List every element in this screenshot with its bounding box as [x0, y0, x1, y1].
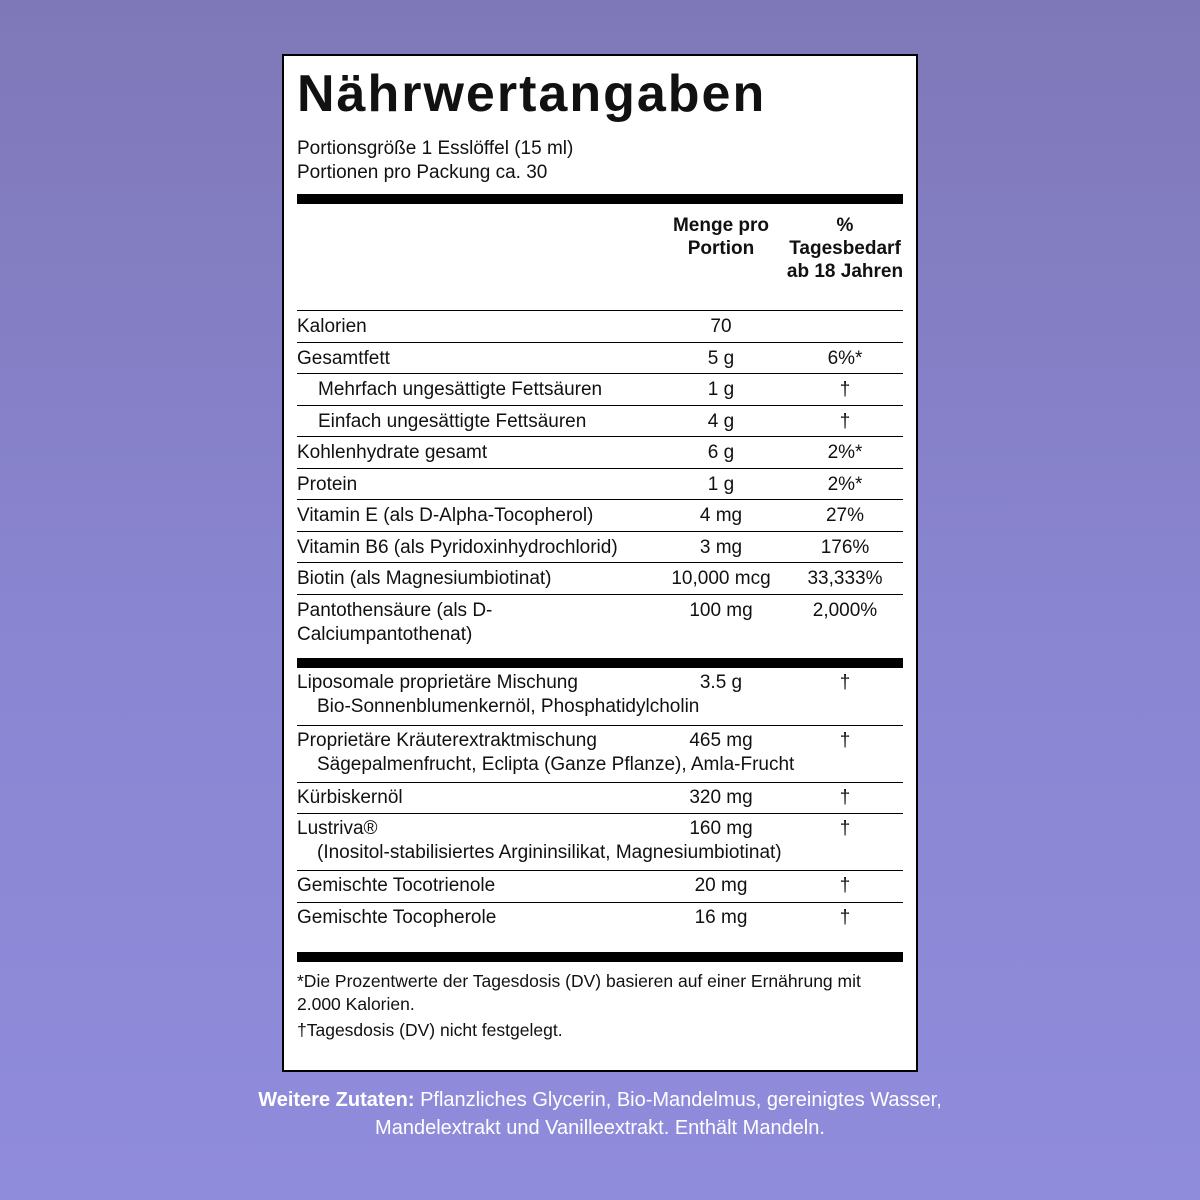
blend-row	[297, 813, 903, 870]
blend-ingredients: Sägepalmenfrucht, Eclipta (Ganze Pflanze), Amla-Frucht	[317, 753, 795, 775]
nutrient-amount: 1 g	[707, 473, 735, 495]
nutrient-name: Protein	[297, 473, 358, 495]
nutrient-row	[297, 342, 903, 374]
nutrient-amount: 3 mg	[699, 536, 743, 558]
thick-divider	[297, 194, 903, 204]
blend-amount: 20 mg	[694, 875, 748, 896]
nutrient-row	[297, 499, 903, 531]
blend-dv: †	[839, 671, 851, 693]
nutrient-amount: 4 g	[707, 410, 735, 432]
footnote-dv-basis: *Die Prozentwerte der Tagesdosis (DV) basieren auf einer Ernährung mit 2.000 Kalorien.	[297, 971, 861, 1014]
nutrient-dv	[783, 311, 907, 342]
serving-size: Portionsgröße 1 Esslöffel (15 ml)	[297, 138, 574, 159]
blend-dv: †	[839, 729, 851, 751]
other-ingredients-label: Weitere Zutaten:	[258, 1089, 415, 1111]
nutrient-name: Mehrfach ungesättigte Fettsäuren	[318, 379, 603, 400]
nutrient-dv: 2%*	[827, 473, 863, 495]
nutrient-dv: 33,333%	[807, 568, 883, 589]
nutrient-amount: 4 mg	[699, 505, 743, 526]
blend-amount: 160 mg	[689, 818, 753, 839]
nutrient-amount: 100 mg	[689, 599, 753, 621]
thick-divider	[297, 952, 903, 962]
nutrient-dv: 176%	[820, 536, 870, 558]
nutrient-dv: †	[839, 379, 851, 400]
nutrient-row	[297, 405, 903, 437]
header-dv: % Tagesbedarf ab 18 Jahren	[786, 215, 904, 282]
blend-row	[297, 725, 903, 782]
blend-ingredients: (Inositol-stabilisiertes Argininsilikat, Magnesiumbiotinat)	[317, 842, 782, 863]
nutrient-row	[297, 373, 903, 405]
blend-name: Liposomale proprietäre Mischung	[297, 671, 578, 693]
nutrient-amount: 70	[710, 316, 732, 337]
nutrient-row	[297, 310, 903, 342]
other-ingredients-text: Pflanzliches Glycerin, Bio-Mandelmus, gereinigtes Wasser, Mandelextrakt und Vanilleextrakt. Enthält Mandeln.	[375, 1089, 942, 1139]
nutrient-name: Vitamin B6 (als Pyridoxinhydrochlorid)	[297, 536, 618, 558]
nutrition-facts-panel	[282, 54, 918, 1072]
nutrient-name: Gesamtfett	[297, 347, 390, 369]
header-amount: Menge pro Portion	[672, 215, 770, 259]
blend-row	[297, 870, 903, 902]
blend-row	[297, 668, 903, 725]
blend-name: Kürbiskernöl	[297, 786, 403, 808]
nutrient-row	[297, 531, 903, 563]
blend-amount: 320 mg	[689, 786, 753, 808]
thick-divider	[297, 658, 903, 668]
nutrient-row	[297, 468, 903, 500]
nutrient-name: Vitamin E (als D-Alpha-Tocopherol)	[297, 505, 594, 526]
blend-dv: †	[839, 906, 851, 928]
blend-dv: †	[839, 786, 851, 808]
nutrient-name: Einfach ungesättigte Fettsäuren	[318, 410, 587, 432]
nutrient-table	[297, 310, 903, 648]
nutrient-dv: 6%*	[827, 347, 863, 369]
blend-row	[297, 902, 903, 934]
nutrient-dv: 27%	[825, 505, 865, 526]
footnote-dv-not-established: †Tagesdosis (DV) nicht festgelegt.	[297, 1020, 563, 1040]
blend-row	[297, 782, 903, 814]
nutrient-name: Kalorien	[297, 316, 367, 337]
nutrient-amount: 10,000 mcg	[671, 568, 771, 589]
nutrient-name: Kohlenhydrate gesamt	[297, 442, 488, 463]
nutrient-amount: 5 g	[707, 347, 735, 369]
panel-title: Nährwertangaben	[297, 65, 767, 123]
blend-name: Gemischte Tocopherole	[297, 906, 497, 928]
blend-dv: †	[839, 875, 851, 896]
blend-name: Proprietäre Kräuterextraktmischung	[297, 729, 597, 751]
nutrient-dv: 2%*	[827, 442, 863, 463]
nutrient-row	[297, 594, 903, 648]
blend-amount: 3.5 g	[699, 671, 743, 693]
blend-name: Lustriva®	[297, 818, 378, 839]
nutrient-row	[297, 436, 903, 468]
nutrient-row	[297, 562, 903, 594]
blend-table	[297, 668, 903, 934]
table-header	[297, 204, 903, 310]
nutrient-name: Pantothensäure (als D-Calciumpantothenat)	[297, 599, 493, 645]
blend-amount: 465 mg	[689, 729, 753, 751]
blend-dv: †	[839, 818, 851, 839]
servings-per-pack: Portionen pro Packung ca. 30	[297, 162, 548, 183]
other-ingredients	[240, 1086, 960, 1142]
nutrient-name: Biotin (als Magnesiumbiotinat)	[297, 568, 552, 589]
nutrient-dv: †	[839, 410, 851, 432]
serving-info	[297, 137, 903, 185]
nutrient-dv: 2,000%	[812, 599, 878, 621]
nutrient-amount: 1 g	[707, 379, 735, 400]
nutrient-amount: 6 g	[707, 442, 735, 463]
blend-name: Gemischte Tocotrienole	[297, 875, 496, 896]
blend-amount: 16 mg	[694, 906, 748, 928]
blend-ingredients: Bio-Sonnenblumenkernöl, Phosphatidylcholin	[317, 695, 700, 717]
